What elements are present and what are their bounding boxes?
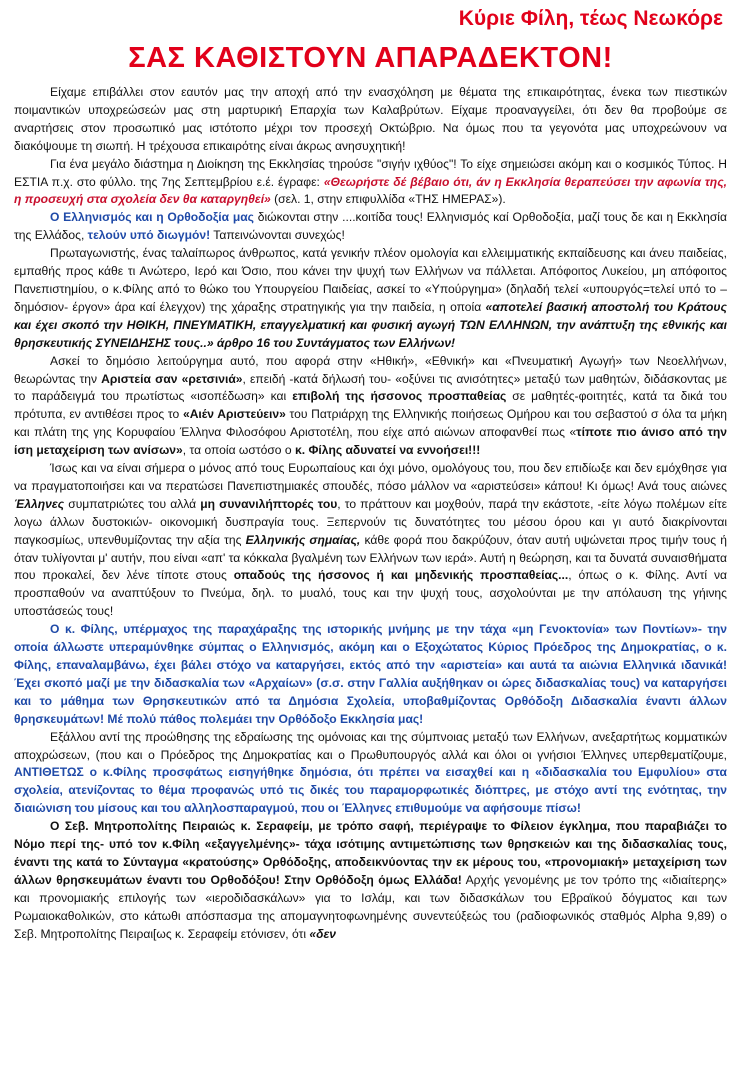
paragraph: [14, 460, 727, 621]
text-run: Ο Σεβ. Μητροπολίτης Πειραιώς κ. Σεραφείμ, με τρόπο σαφή, περιέγραψε το Φίλειον έγκλημα, που παραβιάζει το Νόμο περί της- υπό τον κ.Φίλη «εξαγγελμένης»- τάχα ισότιμης αντιμετώπισης των θρησκειών και της διδασκαλίας τους, έναντι της κατά το Σύνταγμα «κρατούσης» Ορθόδοξης, αποδεικνύοντας την εκ μέρους του, «προνομιακή» μεταχείριση των άλλων θρησκευμάτων έναντι του Ορθοδόξου! Στην Ορθόδοξη όμως Ελλάδα!: [14, 819, 727, 887]
kicker-title: Κύριε Φίλη, τέως Νεωκόρε: [458, 7, 723, 30]
text-run: σε μαθητές-φοιτητές, κατά τα δικά του πρότυπα, εν αντιθέσει προς το: [14, 389, 727, 422]
article-body: [14, 84, 727, 944]
paragraph: [14, 729, 727, 819]
text-run: «Θεωρήστε δέ βέβαιο ότι, άν η Εκκλησία θεραπεύσει την αφωνία της, η προσευχή στα σχολεία δεν θα καταργηθεί»: [14, 174, 727, 207]
text-run: Ο Ελληνισμός και η Ορθοδοξία μας: [50, 210, 254, 225]
paragraph: [14, 621, 727, 728]
text-run: Αρχής γενομένης με τον τρόπο της «ιδιαίτερης» και προνομιακής επιλογής των «ιεροδιδασκάλων» για το Ισλάμ, και των διδασκάλων του Εβραϊκού δόγματος και των Ρωμαιοκαθολικών, στο κάτωθι απόσπασμα της απομαγνητοφωνημένης συνεντεύξεώς του (ραδιοφωνικός σταθμός Alpha 9,89) ο Σεβ. Μητροπολίτης Πειραι[ως κ. Σεραφείμ ετόνισεν, ότι: [14, 872, 727, 941]
paragraph: [14, 353, 727, 460]
text-run: διώκονται στην ....κοιτίδα τους! Ελληνισμός καί Ορθοδοξία, μαζί τους δε και η Εκκλησία της Ελλάδος,: [14, 210, 727, 243]
text-run: «δεν: [309, 926, 337, 941]
text-run: Ασκεί το δημόσιο λειτούργημα αυτό, που αφορά στην «Ηθική», «Εθνική» και «Πνευματική Αγωγή» των Νεοελλήνων, θεωρώντας την: [14, 353, 727, 386]
text-run: «αποτελεί βασική αποστολή του Κράτους και έχει σκοπό την ΗΘΙΚΗ, ΠΝΕΥΜΑΤΙΚΗ, επαγγελματική και φυσική αγωγή ΤΩΝ ΕΛΛΗΝΩΝ, την ανάπτυξη της εθνικής και θρησκευτικής ΣΥΝΕΙΔΗΣΗΣ τους..» άρθρο 16 του Συντάγματος των Ελλήνων!: [14, 299, 727, 350]
text-run: μη συνανιλήπτορές του: [200, 496, 338, 511]
text-run: τίποτε πιο άνισο από την ίση μεταχείριση των ανίσων»: [14, 425, 727, 458]
paragraph: [14, 818, 727, 943]
text-run: Ίσως και να είναι σήμερα ο μόνος από τους Ευρωπαίους και όχι μόνο, ομολόγους του, που δεν επιδίωξε και δεν εμόχθησε για να πραγματοποιήσει και να περατώσει Πανεπιστημιακές σπουδές, πόσο μάλλον να «αριστεύσει» κάπου! Κι όμως! Ανά τους αιώνες: [14, 461, 727, 493]
text-run: κάθε φορά που δακρύζουν, όταν αυτή υψώνεται προς τιμήν τους ή όταν τυλίγονται μ' αυτήν, που είναι «απ' τα κόκκαλα βγαλμένη των Ελλήνων των ιερά». Αυτή η θεώρηση, και τα δυνατά συναισθήματα που προκαλεί, δεν λένε τίποτε στους: [14, 532, 728, 583]
text-run: , όπως ο κ. Φίλης. Αντί να προσπαθούν να αναπτύξουν το Πνεύμα, δηλ. το μυαλό, τους και την ψυχή τους, ασχολούνται με την απόλαυση της γήινης υποστάσεώς τους!: [14, 568, 727, 619]
text-run: επιβολή της ήσσονος προσπαθείας: [292, 389, 507, 404]
text-run: Για ένα μεγάλο διάστημα η Διοίκηση της Εκκλησίας τηρούσε "σιγήν ιχθύος"! Το είχε σημειώσει ακόμη και ο κοσμικός Τύπος. Η ΕΣΤΙΑ π.χ. στο φύλλο. της 7ης Σεπτεμβρίου ε.έ. έγραφε:: [14, 156, 727, 189]
text-run: τελούν υπό διωγμόν!: [87, 228, 211, 243]
text-run: ΑΝΤΙΘΕΤΩΣ ο κ.Φίλης προσφάτως εισηγήθηκε δημόσια, ότι πρέπει να εισαχθεί και η «διδασκαλία του Εμφυλίου» στα σχολεία, ατενίζοντας το θέμα προφανώς υπό τις δικές του παραμορφωτικές διόπτρες, με στόχο αντί της ενότητας, την διαιώνιση του μίσους και του αλληλοσπαραγμού, που οι Έλληνες επιθυμούμε να αφήσουμε πίσω!: [14, 765, 727, 816]
text-run: συμπατριώτες του αλλά: [64, 496, 201, 511]
paragraph: [14, 156, 727, 210]
text-run: Εξάλλου αντί της προώθησης της εδραίωσης της ομόνοιας και της σύμπνοιας μεταξύ των Ελλήνων, ανεξαρτήτως κομματικών αποχρώσεων, (που και ο Πρόεδρος της Δημοκρατίας και ο Πρωθυπουργός αλλά και όλοι οι γνήσιοι Έλληνες υπερθεματίζουμε,: [14, 729, 727, 762]
headline: ΣΑΣ ΚΑΘΙΣΤΟΥΝ ΑΠΑΡΑΔΕΚΤΟΝ!: [128, 42, 613, 74]
paragraph: [14, 245, 727, 352]
paragraph: [14, 84, 727, 156]
paragraph: [14, 209, 727, 245]
text-run: (σελ. 1, στην επιφυλλίδα «ΤΗΣ ΗΜΕΡΑΣ»).: [270, 192, 506, 207]
text-run: του Πατριάρχη της Ελληνικής ποιήσεως Ομήρου και του σεβαστού σ όλα τα μήκη και πλάτη της γης Κορυφαίου Έλληνα Φιλοσόφου Αριστοτέλη, που είχε από αιώνων αποφανθεί πως «: [14, 407, 727, 440]
text-run: Ταπεινώνονται συνεχώς!: [210, 228, 345, 243]
text-run: Αριστεία σαν «ρετσινιά»: [101, 371, 243, 386]
text-run: οπαδούς της ήσσονος ή και μηδενικής προσπαθείας...: [233, 568, 569, 583]
text-run: Έλληνες: [14, 496, 65, 511]
text-run: , το πράττουν και μοχθούν, παρά την εκάστοτε, -είτε λόγω πολέμων είτε λογω άλλων δυστοκιών- οικονομική δυσπραγία τους. Ξεπερνούν τις δυνατότητες του μέσου όρου και γι αυτό διακρίνονται παγκοσμίως, υπενθυμίζοντας την αξία της: [14, 496, 727, 547]
text-run: «Αιέν Αριστεύειν»: [182, 407, 286, 422]
text-run: , επειδή -κατά δήλωσή του- «οξύνει τις ανισότητες» μεταξύ των μαθητών, διδάσκοντας με το παράδειγμά του πρωτίστως «ισοπέδωση» και: [14, 371, 728, 404]
text-run: κ. Φίλης αδυνατεί να εννοήσει!!!: [294, 443, 481, 458]
text-run: Ο κ. Φίλης, υπέρμαχος της παραχάραξης της ιστορικής μνήμης με την τάχα «μη Γενοκτονία» των Ποντίων»- την οποία άλλωστε υπεραμύνθηκε σύμπας ο Ελληνισμός, ακόμη και ο Εξοχώτατος Κύριος Πρόεδρος της Δημοκρατίας, ο κ. Φίλης, επαναλαμβάνω, έχει βάλει στόχο να καταργήσει, εκτός από την «αριστεία» και αυτά τα αιώνια Ελληνικά ιδανικά! Έχει σκοπό μαζί με την διδασκαλία των «Αρχαίων» (σ.σ. στην Γαλλία αυξήθηκαν οι ώρες διδασκαλίας τους) να καταργήσει και το μάθημα των Θρησκευτικών από τα Δημόσια Σχολεία, υποβαθμίζοντας Ορθόδοξη Διδασκαλία έναντι άλλων θρησκευμάτων! Μέ πολύ πάθος πολεμάει την Ορθόδοξο Εκκλησία μας!: [14, 622, 727, 726]
text-run: Πρωταγωνιστής, ένας ταλαίπωρος άνθρωπος, κατά γενικήν πλέον ομολογία και ελλειμματικής εκπαίδευσης και άνευ παιδείας, εμπαθής προς κάθε τι Ανώτερο, Ιερό και Όσιο, που κάνει την ψυχή των Ελλήνων να πάλλεται. Απόφοιτος Λυκείου, μη απόφοιτος Πανεπιστημίου, ο κ.Φίλης από το θώκο του Υπουργείου Παιδείας, ασκεί το «Υπούργημα» (δηλαδή τελεί «υπουργός=τελεί υπό το –δημόσιον- έργον» άρα καί έλεγχον) της χάραξης στρατηγικής για την παιδεία, η οποία: [14, 246, 727, 314]
text-run: , τα οποία ωστόσο ο: [182, 443, 295, 458]
text-run: Ελληνικής σημαίας,: [245, 532, 361, 547]
text-run: Είχαμε επιβάλλει στον εαυτόν μας την αποχή από την ενασχόληση με θέματα της επικαιρότητας, ένεκα των πιεστικών ποιμαντικών υποχρεώσεών μας στη μαρτυρική Επαρχία των Καλαβρύτων. Είχαμε προαναγγείλει, ότι δεν θα προβούμε σε αναρτήσεις στον προσωπικό μας ιστότοπο μέχρι τον προσεχή Οκτώβριο. Να όμως που τα γεγονότα μας υποχρεώνουν να διακόψουμε τη σιωπή. Η τρέχουσα επικαιρότης είναι άκρως ανησυχητική!: [14, 85, 727, 153]
